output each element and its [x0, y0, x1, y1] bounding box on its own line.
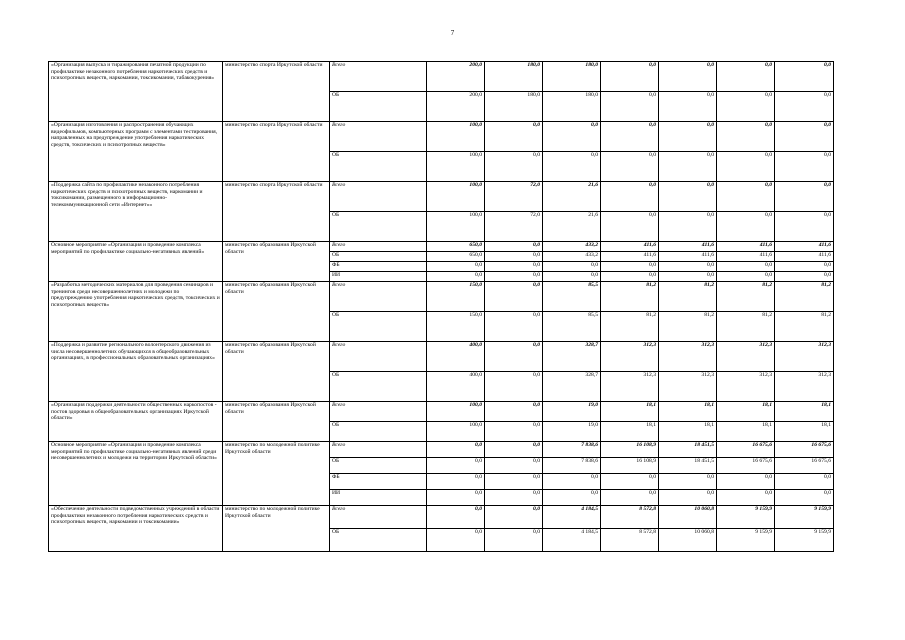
responsible-executor: министерство образования Иркутской области — [223, 342, 330, 402]
funding-amount: 81,2 — [659, 312, 717, 342]
funding-amount: 0,0 — [659, 262, 717, 272]
funding-amount: 0,0 — [485, 242, 543, 252]
funding-amount: 0,0 — [485, 402, 543, 422]
funding-amount: 9 159,9 — [717, 529, 775, 552]
funding-amount: 180,0 — [485, 62, 543, 92]
activity-name: «Организация поддержки деятельности общественных наркопостов - постов здоровья в общеобразовательных организациях Иркутской области» — [49, 402, 223, 442]
funding-amount: 312,3 — [717, 342, 775, 372]
funding-source: ИИ — [330, 272, 427, 282]
funding-amount: 0,0 — [485, 342, 543, 372]
funding-amount: 9 159,9 — [717, 506, 775, 529]
funding-amount: 18 451,5 — [659, 458, 717, 474]
funding-amount: 72,0 — [485, 212, 543, 242]
funding-amount: 4 184,5 — [543, 506, 601, 529]
funding-amount: 180,0 — [543, 62, 601, 92]
activity-name: «Организация изготовления и распространения обучающих видеофильмов, компьютерных программ с элементами тестирования, направленных на предупреждение употребления наркотических средств, токсических и психотропных веществ» — [49, 122, 223, 182]
activity-name: «Поддержка и развитие регионального волонтерского движения из числа несовершеннолетних обучающихся в общеобразовательных организациях, в профессиональных образовательных организациях» — [49, 342, 223, 402]
funding-amount: 0,0 — [485, 458, 543, 474]
funding-amount: 400,0 — [427, 342, 485, 372]
funding-amount: 0,0 — [485, 312, 543, 342]
funding-source: ОБ — [330, 212, 427, 242]
budget-row-total — [49, 282, 834, 312]
funding-amount: 0,0 — [659, 62, 717, 92]
page-number: 7 — [450, 29, 455, 37]
funding-amount: 400,0 — [427, 372, 485, 402]
funding-amount: 150,0 — [427, 312, 485, 342]
funding-amount: 0,0 — [601, 92, 659, 122]
funding-amount: 0,0 — [601, 122, 659, 152]
funding-amount: 411,6 — [659, 252, 717, 262]
funding-source: ФБ — [330, 474, 427, 490]
budget-row-total — [49, 506, 834, 529]
funding-amount: 0,0 — [717, 212, 775, 242]
funding-amount: 0,0 — [775, 490, 834, 506]
funding-amount: 0,0 — [775, 182, 834, 212]
funding-amount: 0,0 — [601, 272, 659, 282]
funding-amount: 0,0 — [717, 92, 775, 122]
funding-amount: 0,0 — [427, 442, 485, 458]
funding-amount: 18,1 — [775, 402, 834, 422]
budget-row-total — [49, 342, 834, 372]
responsible-executor: министерство образования Иркутской области — [223, 282, 330, 342]
activity-name: «Обеспечение деятельности подведомственных учреждений в области профилактики незаконного потребления наркотических средств и психотропных веществ, наркомании и токсикомании» — [49, 506, 223, 552]
funding-amount: 100,0 — [427, 422, 485, 442]
funding-amount: 0,0 — [601, 212, 659, 242]
budget-table-body — [49, 62, 834, 552]
funding-source: Всего — [330, 342, 427, 372]
budget-row-total — [49, 62, 834, 92]
funding-amount: 18,1 — [601, 422, 659, 442]
funding-amount: 0,0 — [659, 272, 717, 282]
activity-name: «Организация выпуска и тиражирования печатной продукции по профилактике незаконного потребления наркотических средств и психотропных веществ, наркомании, токсикомании, табакокурения» — [49, 62, 223, 122]
funding-amount: 411,6 — [601, 252, 659, 262]
funding-amount: 85,5 — [543, 282, 601, 312]
funding-amount: 0,0 — [543, 262, 601, 272]
funding-amount: 0,0 — [659, 212, 717, 242]
funding-amount: 81,2 — [775, 312, 834, 342]
funding-amount: 0,0 — [717, 262, 775, 272]
funding-amount: 0,0 — [543, 490, 601, 506]
responsible-executor: министерство образования Иркутской области — [223, 242, 330, 282]
funding-amount: 0,0 — [427, 262, 485, 272]
funding-amount: 0,0 — [485, 272, 543, 282]
funding-amount: 0,0 — [601, 182, 659, 212]
funding-amount: 16 675,6 — [775, 442, 834, 458]
funding-amount: 0,0 — [543, 474, 601, 490]
funding-amount: 0,0 — [717, 182, 775, 212]
funding-amount: 9 159,9 — [775, 506, 834, 529]
funding-amount: 4 184,5 — [543, 529, 601, 552]
funding-source: Всего — [330, 442, 427, 458]
responsible-executor: министерство спорта Иркутской области — [223, 62, 330, 122]
funding-amount: 0,0 — [717, 490, 775, 506]
funding-source: Всего — [330, 182, 427, 212]
responsible-executor: министерство спорта Иркутской области — [223, 122, 330, 182]
funding-amount: 0,0 — [775, 122, 834, 152]
funding-amount: 72,0 — [485, 182, 543, 212]
funding-amount: 0,0 — [601, 262, 659, 272]
activity-name: «Разработка методических материалов для проведения семинаров и тренингов среди несовершеннолетних и молодежи по предупреждению употребления наркотических средств, токсических и психотропных веществ» — [49, 282, 223, 342]
funding-amount: 0,0 — [485, 152, 543, 182]
funding-source: ОБ — [330, 152, 427, 182]
funding-amount: 0,0 — [775, 272, 834, 282]
funding-amount: 19,0 — [543, 402, 601, 422]
funding-amount: 650,0 — [427, 252, 485, 262]
funding-source: ОБ — [330, 252, 427, 262]
budget-row-total — [49, 442, 834, 458]
funding-amount: 0,0 — [485, 529, 543, 552]
funding-amount: 0,0 — [485, 122, 543, 152]
responsible-executor: министерство по молодежной политике Иркутской области — [223, 506, 330, 552]
funding-amount: 16 675,6 — [717, 442, 775, 458]
funding-amount: 328,7 — [543, 342, 601, 372]
funding-amount: 0,0 — [485, 282, 543, 312]
funding-amount: 0,0 — [485, 506, 543, 529]
funding-amount: 9 159,9 — [775, 529, 834, 552]
funding-amount: 0,0 — [427, 506, 485, 529]
funding-amount: 81,2 — [659, 282, 717, 312]
funding-source: Всего — [330, 122, 427, 152]
funding-amount: 100,0 — [427, 182, 485, 212]
funding-source: Всего — [330, 282, 427, 312]
funding-source: ОБ — [330, 92, 427, 122]
funding-amount: 0,0 — [427, 458, 485, 474]
responsible-executor: министерство спорта Иркутской области — [223, 182, 330, 242]
activity-name: «Поддержка сайта по профилактике незаконного потребления наркотических средств и психотропных веществ, наркомании и токсикомании, размещенного в информационно-телекоммуникационной сети «Интернет»» — [49, 182, 223, 242]
funding-amount: 0,0 — [427, 474, 485, 490]
funding-amount: 0,0 — [601, 490, 659, 506]
funding-amount: 411,6 — [775, 252, 834, 262]
funding-amount: 0,0 — [543, 122, 601, 152]
funding-amount: 180,0 — [543, 92, 601, 122]
funding-amount: 0,0 — [717, 62, 775, 92]
funding-amount: 18,1 — [659, 402, 717, 422]
funding-amount: 18,1 — [717, 402, 775, 422]
funding-source: ОБ — [330, 529, 427, 552]
funding-amount: 100,0 — [427, 122, 485, 152]
funding-amount: 0,0 — [601, 474, 659, 490]
funding-amount: 150,0 — [427, 282, 485, 312]
funding-amount: 312,3 — [601, 342, 659, 372]
activity-name: Основное мероприятие «Организация и проведение комплекса мероприятий по профилактике социально-негативных явлений» — [49, 242, 223, 282]
funding-amount: 100,0 — [427, 212, 485, 242]
funding-source: Всего — [330, 62, 427, 92]
funding-amount: 0,0 — [659, 474, 717, 490]
funding-amount: 0,0 — [775, 212, 834, 242]
funding-amount: 411,6 — [601, 242, 659, 252]
funding-amount: 0,0 — [659, 122, 717, 152]
funding-amount: 200,0 — [427, 62, 485, 92]
funding-amount: 0,0 — [717, 152, 775, 182]
funding-amount: 16 108,9 — [601, 442, 659, 458]
funding-amount: 433,2 — [543, 242, 601, 252]
funding-amount: 100,0 — [427, 402, 485, 422]
funding-amount: 85,5 — [543, 312, 601, 342]
funding-amount: 0,0 — [543, 272, 601, 282]
funding-amount: 312,3 — [601, 372, 659, 402]
funding-amount: 0,0 — [775, 62, 834, 92]
funding-amount: 0,0 — [485, 252, 543, 262]
funding-source: Всего — [330, 506, 427, 529]
funding-amount: 16 675,6 — [717, 458, 775, 474]
budget-table — [48, 61, 834, 552]
responsible-executor: министерство по молодежной политике Иркутской области — [223, 442, 330, 506]
funding-source: ОБ — [330, 458, 427, 474]
funding-source: ОБ — [330, 372, 427, 402]
funding-amount: 200,0 — [427, 92, 485, 122]
funding-source: Всего — [330, 242, 427, 252]
funding-amount: 0,0 — [659, 152, 717, 182]
funding-source: ИИ — [330, 490, 427, 506]
funding-amount: 0,0 — [485, 262, 543, 272]
funding-amount: 650,0 — [427, 242, 485, 252]
funding-amount: 411,6 — [717, 242, 775, 252]
budget-row-total — [49, 122, 834, 152]
funding-amount: 0,0 — [775, 92, 834, 122]
funding-amount: 411,6 — [659, 242, 717, 252]
funding-amount: 312,3 — [717, 372, 775, 402]
funding-amount: 18,1 — [775, 422, 834, 442]
funding-amount: 312,3 — [659, 342, 717, 372]
funding-source: ОБ — [330, 312, 427, 342]
funding-amount: 81,2 — [717, 282, 775, 312]
funding-amount: 10 060,8 — [659, 529, 717, 552]
funding-amount: 81,2 — [601, 312, 659, 342]
activity-name: Основное мероприятие «Организация и проведение комплекса мероприятий по профилактике социально-негативных явлений среди несовершеннолетних и молодежи на территории Иркутской области» — [49, 442, 223, 506]
funding-amount: 7 838,6 — [543, 442, 601, 458]
budget-row-total — [49, 402, 834, 422]
funding-amount: 0,0 — [485, 372, 543, 402]
funding-amount: 0,0 — [601, 152, 659, 182]
funding-amount: 21,6 — [543, 212, 601, 242]
funding-amount: 18 451,5 — [659, 442, 717, 458]
funding-amount: 0,0 — [427, 272, 485, 282]
funding-amount: 0,0 — [717, 272, 775, 282]
funding-amount: 312,3 — [775, 342, 834, 372]
responsible-executor: министерство образования Иркутской области — [223, 402, 330, 442]
funding-amount: 0,0 — [485, 490, 543, 506]
funding-amount: 0,0 — [427, 490, 485, 506]
funding-amount: 312,3 — [659, 372, 717, 402]
funding-amount: 0,0 — [775, 152, 834, 182]
funding-amount: 10 060,8 — [659, 506, 717, 529]
funding-amount: 328,7 — [543, 372, 601, 402]
funding-amount: 433,2 — [543, 252, 601, 262]
funding-amount: 0,0 — [659, 92, 717, 122]
funding-amount: 7 838,6 — [543, 458, 601, 474]
funding-amount: 0,0 — [601, 62, 659, 92]
funding-amount: 8 572,8 — [601, 506, 659, 529]
funding-amount: 0,0 — [659, 490, 717, 506]
funding-amount: 0,0 — [485, 442, 543, 458]
funding-amount: 180,0 — [485, 92, 543, 122]
budget-row-total — [49, 182, 834, 212]
funding-source: ФБ — [330, 262, 427, 272]
funding-amount: 0,0 — [543, 152, 601, 182]
funding-amount: 16 108,9 — [601, 458, 659, 474]
budget-row-total — [49, 242, 834, 252]
funding-amount: 0,0 — [717, 474, 775, 490]
funding-amount: 100,0 — [427, 152, 485, 182]
funding-amount: 0,0 — [775, 474, 834, 490]
funding-amount: 19,0 — [543, 422, 601, 442]
funding-amount: 0,0 — [659, 182, 717, 212]
funding-amount: 21,6 — [543, 182, 601, 212]
funding-amount: 411,6 — [775, 242, 834, 252]
funding-amount: 0,0 — [485, 422, 543, 442]
funding-amount: 312,3 — [775, 372, 834, 402]
funding-amount: 0,0 — [775, 262, 834, 272]
funding-amount: 0,0 — [427, 529, 485, 552]
funding-amount: 18,1 — [659, 422, 717, 442]
funding-amount: 81,2 — [717, 312, 775, 342]
funding-amount: 16 675,6 — [775, 458, 834, 474]
funding-amount: 0,0 — [717, 122, 775, 152]
funding-amount: 81,2 — [775, 282, 834, 312]
funding-amount: 8 572,8 — [601, 529, 659, 552]
funding-amount: 0,0 — [485, 474, 543, 490]
funding-amount: 18,1 — [717, 422, 775, 442]
funding-source: Всего — [330, 402, 427, 422]
funding-amount: 81,2 — [601, 282, 659, 312]
funding-amount: 411,6 — [717, 252, 775, 262]
funding-source: ОБ — [330, 422, 427, 442]
funding-amount: 18,1 — [601, 402, 659, 422]
